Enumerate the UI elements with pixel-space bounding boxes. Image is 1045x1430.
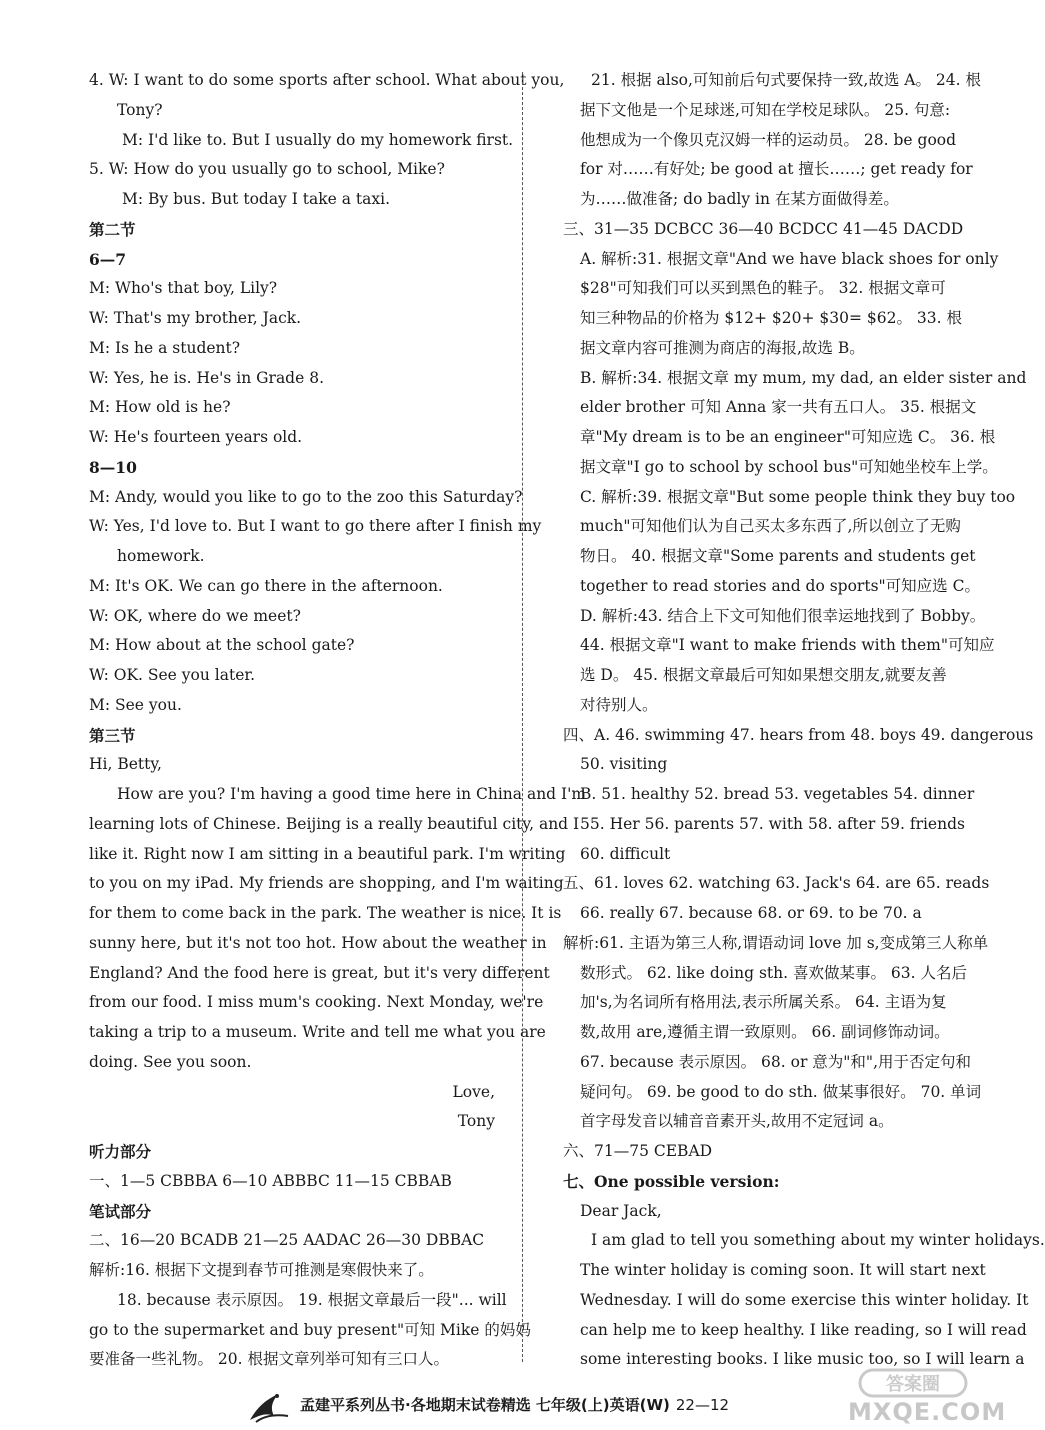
- left-column-line: 听力部分: [89, 1142, 152, 1161]
- right-column-line: 三、31—35 DCBCC 36—40 BCDCC 41—45 DACDD: [563, 219, 964, 238]
- right-column-line: 50. visiting: [580, 755, 668, 774]
- watermark-text: MXQE.COM: [848, 1398, 1007, 1426]
- right-column-line: $28"可知我们可以买到黑色的鞋子。 32. 根据文章可: [580, 279, 946, 298]
- left-column-line: M: Who's that boy, Lily?: [89, 279, 278, 298]
- right-column-line: B. 51. healthy 52. bread 53. vegetables 54. dinner: [580, 785, 975, 803]
- right-column-line: Wednesday. I will do some exercise this winter holiday. It: [580, 1290, 1029, 1309]
- left-column-line: W: That's my brother, Jack.: [89, 309, 302, 327]
- left-column-line: Tony: [457, 1112, 495, 1131]
- right-column-line: A. 解析:31. 根据文章"And we have black shoes for only: [580, 249, 999, 268]
- right-column-line: 四、A. 46. swimming 47. hears from 48. boys 49. dangerous: [563, 725, 1034, 744]
- left-column-line: go to the supermarket and buy present"可知 Mike 的妈妈: [89, 1320, 531, 1339]
- right-column-line: 选 D。 45. 根据文章最后可知如果想交朋友,就要友善: [580, 666, 947, 684]
- left-column-line: 4. W: I want to do some sports after school. What about you,: [89, 71, 565, 89]
- left-column-line: How are you? I'm having a good time here in China and I'm: [117, 785, 587, 803]
- right-column-line: 加's,为名词所有格用法,表示所属关系。 64. 主语为复: [580, 993, 947, 1012]
- left-column-line: 二、16—20 BCADB 21—25 AADAC 26—30 DBBAC: [89, 1231, 485, 1250]
- right-column-line: 60. difficult: [580, 844, 671, 863]
- left-column-line: W: Yes, I'd love to. But I want to go there after I finish my: [89, 517, 542, 536]
- left-column-line: M: How about at the school gate?: [89, 636, 355, 655]
- right-column-line: elder brother 可知 Anna 家一共有五口人。 35. 根据文: [580, 398, 977, 417]
- right-column-line: 21. 根据 also,可知前后句式要保持一致,故选 A。 24. 根: [591, 71, 981, 89]
- column-divider: [522, 72, 523, 1362]
- right-column-line: 数,故用 are,遵循主谓一致原则。 66. 副词修饰动词。: [580, 1023, 950, 1041]
- left-column-line: sunny here, but it's not too hot. How about the weather in: [89, 933, 547, 952]
- left-column-line: M: See you.: [89, 695, 182, 714]
- right-column-line: 55. Her 56. parents 57. with 58. after 59. friends: [580, 814, 965, 833]
- right-column-line: 物日。 40. 根据文章"Some parents and students get: [580, 547, 976, 565]
- right-column-line: 首字母发音以辅音音素开头,故用不定冠词 a。: [580, 1112, 894, 1131]
- right-column-line: 对待别人。: [580, 695, 658, 714]
- right-column-line: some interesting books. I like music too, so I will learn a: [580, 1350, 1025, 1369]
- left-column-line: M: Is he a student?: [89, 338, 241, 357]
- bird-logo-icon: [244, 1386, 292, 1426]
- right-column-line: 数形式。 62. like doing sth. 喜欢做某事。 63. 人名后: [580, 963, 967, 982]
- right-column-line: 67. because 表示原因。 68. or 意为"和",用于否定句和: [580, 1052, 971, 1071]
- right-column-line: 章"My dream is to be an engineer"可知应选 C。 36. 根: [580, 428, 996, 446]
- left-column-line: homework.: [117, 547, 205, 565]
- right-column-line: 据文章内容可推测为商店的海报,故选 B。: [580, 338, 865, 357]
- right-column-line: 66. really 67. because 68. or 69. to be 70. a: [580, 904, 922, 922]
- right-column-line: 为……做准备; do badly in 在某方面做得差。: [580, 190, 899, 208]
- right-column-line: D. 解析:43. 结合上下文可知他们很幸运地找到了 Bobby。: [580, 606, 986, 625]
- right-column-line: can help me to keep healthy. I like reading, so I will read: [580, 1320, 1027, 1339]
- right-column-line: much"可知他们认为自己买太多东西了,所以创立了无购: [580, 517, 961, 536]
- left-column-line: W: Yes, he is. He's in Grade 8.: [89, 368, 324, 387]
- left-column-line: M: I'd like to. But I usually do my homework first.: [122, 130, 514, 149]
- left-column-line: from our food. I miss mum's cooking. Next Monday, we're: [89, 993, 544, 1012]
- left-column-line: Love,: [452, 1082, 495, 1101]
- left-column: [89, 66, 587, 1375]
- right-column-line: 知三种物品的价格为 $12+ $20+ $30= $62。 33. 根: [580, 309, 963, 327]
- left-column-line: Tony?: [117, 100, 163, 119]
- right-column-line: 据文章"I go to school by school bus"可知她坐校车上学。: [580, 457, 998, 476]
- right-column-line: I am glad to tell you something about my winter holidays.: [591, 1231, 1045, 1250]
- left-column-line: 6—7: [89, 249, 127, 269]
- left-column-line: 解析:16. 根据下文提到春节可推测是寒假快来了。: [89, 1261, 434, 1279]
- right-column-line: 六、71—75 CEBAD: [563, 1142, 713, 1160]
- left-column-line: England? And the food here is great, but it's very different: [89, 963, 550, 982]
- right-column-line: B. 解析:34. 根据文章 my mum, my dad, an elder sister and: [580, 368, 1027, 387]
- left-column-line: Hi, Betty,: [89, 755, 162, 774]
- left-column-line: like it. Right now I am sitting in a beautiful park. I'm writing: [89, 844, 566, 863]
- left-column-line: M: By bus. But today I take a taxi.: [122, 190, 391, 208]
- left-column-line: 笔试部分: [89, 1201, 152, 1221]
- footer-series-title: [300, 1394, 729, 1415]
- right-column-line: Dear Jack,: [580, 1201, 662, 1220]
- right-column-line: 解析:61. 主语为第三人称,谓语动词 love 加 s,变成第三人称单: [563, 933, 989, 952]
- left-column-line: 一、1—5 CBBBA 6—10 ABBBC 11—15 CBBAB: [89, 1171, 452, 1190]
- right-column-line: together to read stories and do sports"可知应选 C。: [580, 576, 980, 595]
- left-column-line: 第二节: [89, 219, 136, 239]
- left-column-line: W: OK. See you later.: [89, 666, 255, 684]
- right-column-line: 五、61. loves 62. watching 63. Jack's 64. are 65. reads: [563, 874, 990, 893]
- right-column-line: C. 解析:39. 根据文章"But some people think they buy too: [580, 487, 1016, 506]
- watermark-badge-icon: [858, 1366, 968, 1398]
- right-column-line: 据下文他是一个足球迷,可知在学校足球队。 25. 句意:: [580, 100, 951, 119]
- left-column-line: M: Andy, would you like to go to the zoo this Saturday?: [89, 487, 523, 506]
- left-column-line: W: OK, where do we meet?: [89, 606, 301, 625]
- left-column-line: to you on my iPad. My friends are shopping, and I'm waiting: [89, 874, 564, 893]
- left-column-line: W: He's fourteen years old.: [89, 428, 303, 446]
- watermark: [818, 1368, 1007, 1426]
- right-column-line: 44. 根据文章"I want to make friends with them"可知应: [580, 636, 995, 655]
- page-number: 22—12: [675, 1396, 730, 1414]
- left-column-line: 8—10: [89, 457, 137, 477]
- left-column-line: M: How old is he?: [89, 398, 231, 417]
- left-column-line: 要准备一些礼物。 20. 根据文章列举可知有三口人。: [89, 1350, 450, 1369]
- left-column-line: 5. W: How do you usually go to school, Mike?: [89, 160, 445, 179]
- left-column-line: 第三节: [89, 725, 136, 745]
- right-column-line: for 对……有好处; be good at 擅长……; get ready for: [580, 160, 973, 179]
- left-column-line: taking a trip to a museum. Write and tell me what you are: [89, 1023, 546, 1041]
- left-column-line: 18. because 表示原因。 19. 根据文章最后一段"... will: [117, 1290, 507, 1309]
- footer-series: 孟建平系列丛书·各地期末试卷精选 七年级(上)英语(W): [300, 1396, 670, 1414]
- right-column-line: The winter holiday is coming soon. It will start next: [580, 1261, 986, 1279]
- left-column-line: doing. See you soon.: [89, 1052, 252, 1071]
- left-column-line: M: It's OK. We can go there in the afternoon.: [89, 576, 443, 595]
- right-column-line: 七、One possible version:: [563, 1171, 780, 1191]
- watermark-badge-text: 答案圈: [886, 1374, 940, 1395]
- right-column-line: 他想成为一个像贝克汉姆一样的运动员。 28. be good: [580, 130, 957, 149]
- right-column: [563, 66, 1045, 1375]
- right-column-line: 疑问句。 69. be good to do sth. 做某事很好。 70. 单词: [580, 1082, 982, 1101]
- left-column-line: for them to come back in the park. The weather is nice. It is: [89, 904, 562, 922]
- left-column-line: learning lots of Chinese. Beijing is a really beautiful city, and I: [89, 814, 580, 833]
